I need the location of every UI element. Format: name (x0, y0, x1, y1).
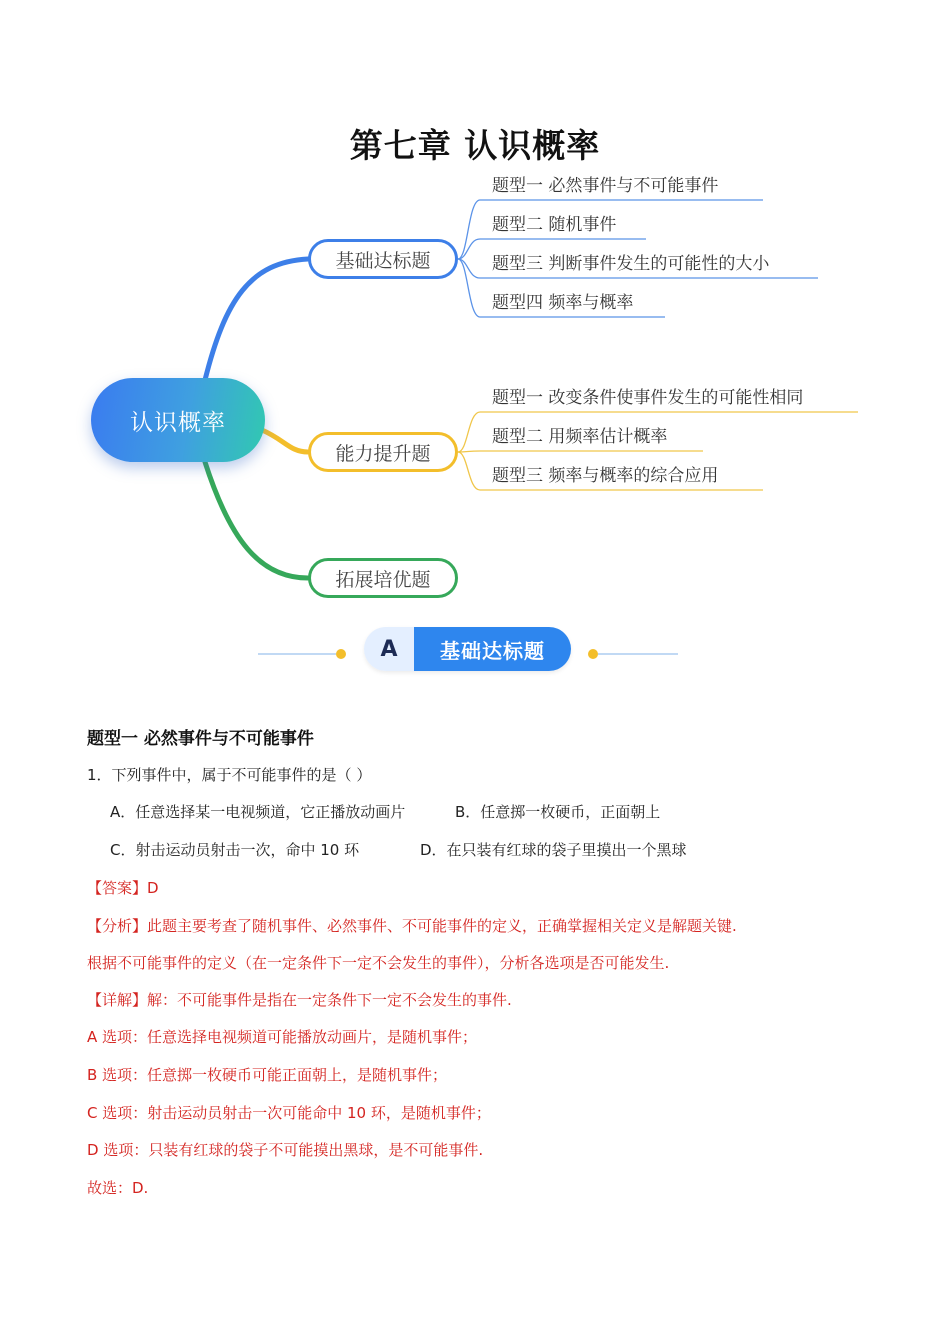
mindmap-leaf-b1-4: 题型四 频率与概率 (492, 293, 634, 313)
connector-root-branch2 (262, 430, 308, 452)
connector-root-branch3 (205, 462, 308, 578)
analysis-line-1: 【分析】此题主要考查了随机事件、必然事件、不可能事件的定义，正确掌握相关定义是解题关键. (87, 917, 737, 935)
answer-line: 【答案】D (87, 879, 159, 897)
page-title: 第七章 认识概率 (349, 126, 601, 165)
conclusion-line: 故选：D. (87, 1179, 149, 1197)
analysis-line-2: 根据不可能事件的定义（在一定条件下一定不会发生的事件），分析各选项是否可能发生. (87, 954, 670, 972)
mindmap-leaf-b2-1: 题型一 改变条件使事件发生的可能性相同 (492, 388, 804, 408)
section-heading: 题型一 必然事件与不可能事件 (87, 729, 314, 749)
mindmap-branch-extension: 拓展培优题 (308, 558, 458, 598)
mindmap-branch-basic: 基础达标题 (308, 239, 458, 279)
mindmap-leaf-b1-2: 题型二 随机事件 (492, 215, 617, 235)
mindmap-leaf-b2-2: 题型二 用频率估计概率 (492, 427, 668, 447)
banner-right-dot (588, 649, 598, 659)
mindmap-root-node: 认识概率 (91, 378, 265, 462)
mindmap-leaf-b2-3: 题型三 频率与概率的综合应用 (492, 466, 719, 486)
mindmap-branch-advanced: 能力提升题 (308, 432, 458, 472)
question-stem: 1．下列事件中，属于不可能事件的是（ ） (87, 766, 372, 784)
banner-left-dot (336, 649, 346, 659)
option-d: D．在只装有红球的袋子里摸出一个黑球 (420, 841, 687, 859)
mindmap-leaf-b1-1: 题型一 必然事件与不可能事件 (492, 176, 719, 196)
section-banner (364, 627, 571, 671)
detail-option-c: C 选项：射击运动员射击一次可能命中 10 环，是随机事件； (87, 1104, 491, 1122)
detail-option-a: A 选项：任意选择电视频道可能播放动画片，是随机事件； (87, 1028, 478, 1046)
banner-letter: A (364, 627, 414, 671)
detail-line: 【详解】解：不可能事件是指在一定条件下一定不会发生的事件. (87, 991, 512, 1009)
connector-root-branch1 (205, 259, 308, 380)
option-c: C．射击运动员射击一次，命中 10 环 (110, 841, 360, 859)
detail-option-d: D 选项：只装有红球的袋子不可能摸出黑球，是不可能事件. (87, 1141, 484, 1159)
option-a: A．任意选择某一电视频道，它正播放动画片 (110, 803, 406, 821)
banner-text: 基础达标题 (414, 627, 571, 671)
option-b: B．任意掷一枚硬币，正面朝上 (455, 803, 661, 821)
connector-b2-leaf2 (458, 451, 703, 452)
mindmap-leaf-b1-3: 题型三 判断事件发生的可能性的大小 (492, 254, 770, 274)
detail-option-b: B 选项：任意掷一枚硬币可能正面朝上，是随机事件； (87, 1066, 448, 1084)
